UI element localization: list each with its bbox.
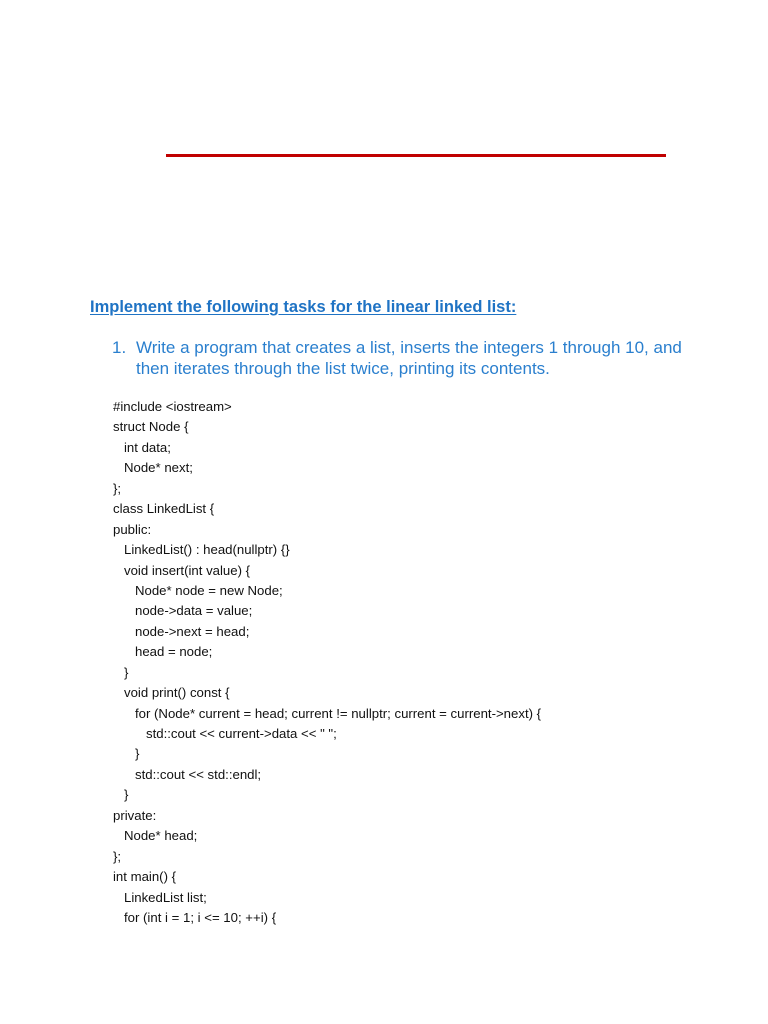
code-block <box>113 397 541 928</box>
code-line: Node* next; <box>113 460 193 476</box>
code-line: } <box>113 787 129 803</box>
code-line: Node* node = new Node; <box>113 582 283 598</box>
code-line: int data; <box>113 439 171 455</box>
code-line: node->next = head; <box>113 623 250 639</box>
code-line: #include <iostream> <box>113 399 232 414</box>
header-divider-line <box>166 154 666 157</box>
code-line: LinkedList list; <box>113 889 207 905</box>
code-line: private: <box>113 807 157 823</box>
task-item-1 <box>112 338 712 379</box>
code-line: } <box>113 746 140 762</box>
code-line: class LinkedList { <box>113 501 215 517</box>
code-line: int main() { <box>113 869 177 885</box>
task-number: 1. <box>112 338 127 357</box>
code-line: }; <box>113 848 122 864</box>
task-description: Write a program that creates a list, inserts the integers 1 through 10, and then iterates through the list twice, printing its contents. <box>136 338 682 378</box>
code-line: for (Node* current = head; current != nullptr; current = current->next) { <box>113 705 542 721</box>
code-line: void print() const { <box>113 685 230 701</box>
code-line: public: <box>113 521 152 537</box>
code-line: struct Node { <box>113 419 189 435</box>
code-line: Node* head; <box>113 828 198 844</box>
code-line: void insert(int value) { <box>113 562 251 578</box>
code-line: for (int i = 1; i <= 10; ++i) { <box>113 909 277 925</box>
code-line: std::cout << current->data << " "; <box>113 726 337 741</box>
section-heading: Implement the following tasks for the linear linked list: <box>90 298 517 316</box>
code-line: std::cout << std::endl; <box>113 766 262 782</box>
code-line: } <box>113 664 129 680</box>
code-line: node->data = value; <box>113 603 253 619</box>
code-line: LinkedList() : head(nullptr) {} <box>113 542 290 558</box>
code-line: head = node; <box>113 644 213 660</box>
code-line: }; <box>113 480 122 496</box>
